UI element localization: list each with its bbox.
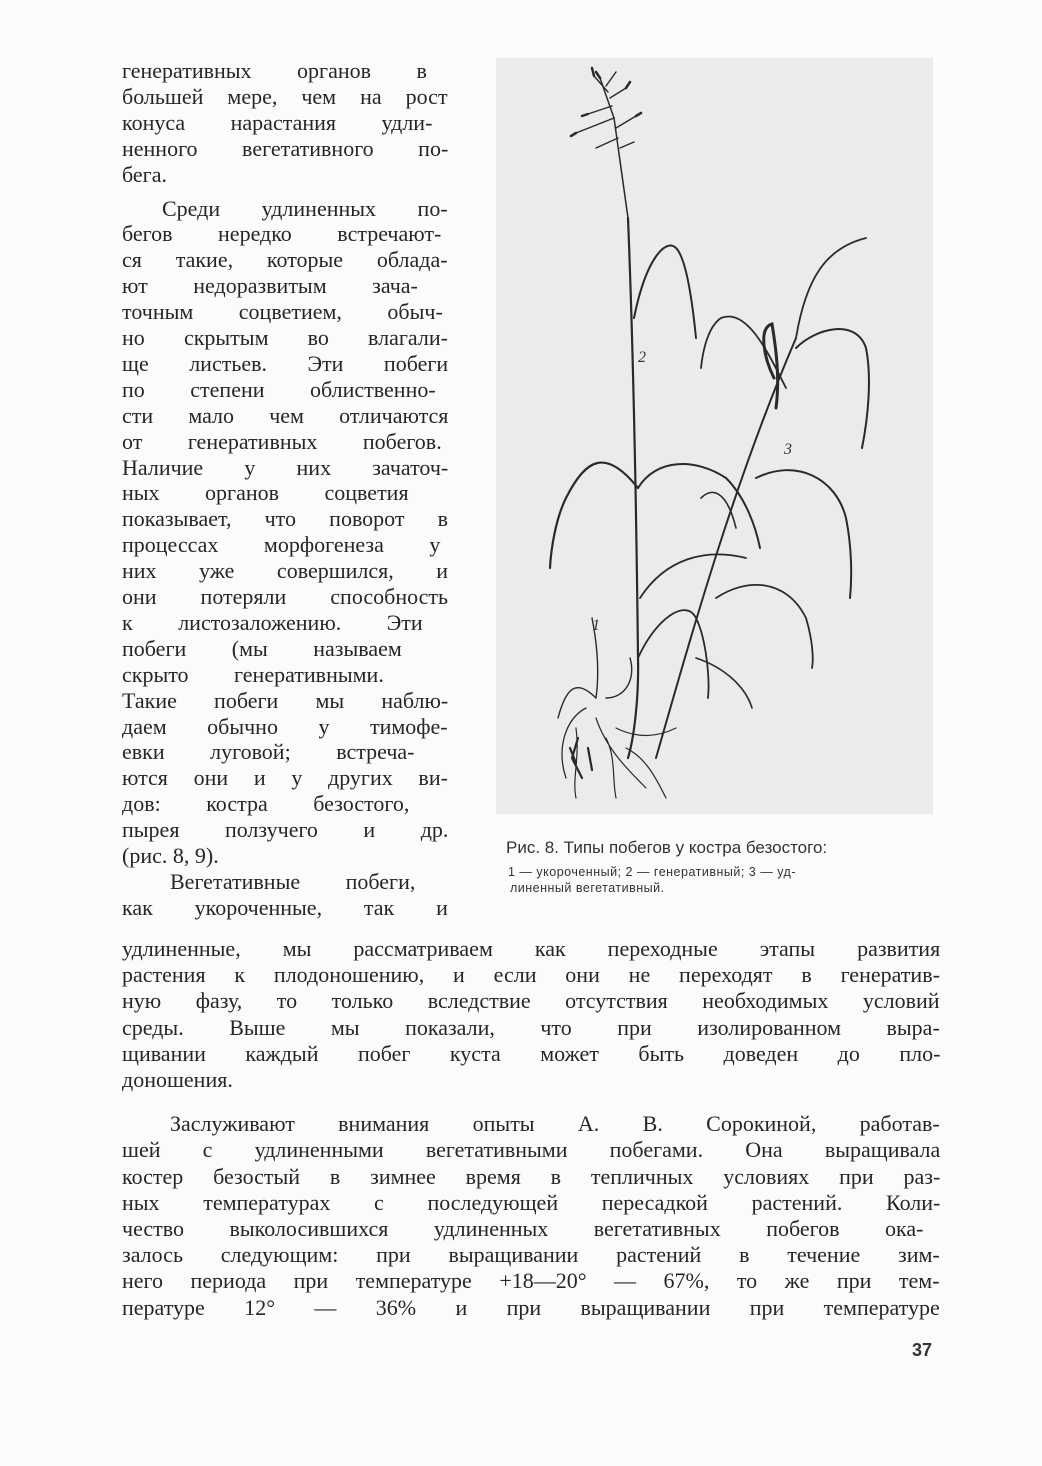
figure-caption-line-2: линенный вегетативный.: [510, 881, 665, 895]
text-line: скрыто генеративными.: [122, 661, 384, 687]
text-line: сти мало чем отличаются: [122, 402, 449, 428]
text-line: шей с удлиненными вегетативными побегами. Она выращивала: [122, 1137, 941, 1163]
text-line: генеративных органов в: [122, 58, 427, 83]
text-line: как укороченные, так и: [122, 894, 448, 920]
text-line: чество выколосившихся удлиненных вегетативных побегов ока-: [122, 1216, 924, 1241]
text-line: но скрытым во влагали-: [122, 325, 448, 350]
text-line: среды. Выше мы показали, что при изолированном выра-: [122, 1014, 940, 1040]
label-3: 3: [784, 441, 792, 458]
text-line: бега.: [122, 161, 167, 187]
text-line: показывает, что поворот в: [122, 506, 449, 532]
text-line: Заслуживают внимания опыты А. В. Сорокиной, работав-: [170, 1111, 940, 1137]
text-line: ных температурах с последующей пересадкой растений. Коли-: [122, 1189, 941, 1215]
text-line: удлиненные, мы рассматриваем как переходные этапы развития: [122, 936, 941, 961]
text-line: Такие побеги мы наблю-: [122, 687, 449, 713]
text-line: Вегетативные побеги,: [170, 868, 416, 894]
panicle: [600, 78, 628, 218]
text-line: пырея ползучего и др.: [122, 817, 449, 843]
text-line: растения к плодоношению, и если они не переходят в генератив-: [122, 962, 940, 988]
text-line: к листозаложению. Эти: [122, 609, 423, 635]
text-line: бегов нередко встречают-: [122, 221, 442, 247]
text-line: евки луговой; встреча-: [122, 739, 415, 765]
text-line: даем обычно у тимофе-: [122, 713, 448, 739]
text-line: ют недоразвитым зача-: [122, 273, 418, 299]
vegetative-stem: [656, 338, 796, 758]
text-line: ще листьев. Эти побеги: [122, 350, 449, 376]
text-line: ную фазу, то только вследствие отсутствия необходимых условий: [122, 988, 940, 1014]
text-line: побеги (мы называем: [122, 635, 402, 661]
text-line: ся такие, которые облада-: [122, 247, 448, 273]
text-line: конуса нарастания удли-: [122, 109, 433, 135]
figure-caption-line-1: 1 — укороченный; 2 — генеративный; 3 — уд-: [508, 865, 796, 879]
text-line: (рис. 8, 9).: [122, 843, 219, 868]
text-line: ются они и у других ви-: [122, 765, 448, 791]
text-line: пературе 12° — 36% и при выращивании при температуре: [122, 1294, 940, 1320]
figure-caption-title: Рис. 8. Типы побегов у костра безостого:: [506, 838, 828, 857]
text-line: щивании каждый побег куста может быть доведен до пло-: [122, 1040, 941, 1066]
text-line: от генеративных побегов.: [122, 428, 442, 454]
text-line: залось следующим: при выращивании растений в течение зим-: [122, 1242, 940, 1268]
text-line: Наличие у них зачаточ-: [122, 454, 449, 480]
plant-drawing: [496, 58, 933, 814]
text-line: большей мере, чем на рост: [122, 83, 448, 109]
text-line: они потеряли способность: [122, 584, 449, 609]
text-line: Среди удлиненных по-: [162, 195, 448, 221]
page-number: 37: [912, 1340, 933, 1360]
text-line: дов: костра безостого,: [122, 791, 410, 817]
text-line: костер безостый в зимнее время в тепличных условиях при раз-: [122, 1163, 941, 1189]
text-line: доношения.: [122, 1067, 233, 1092]
text-line: ненного вегетативного по-: [122, 135, 449, 161]
label-2: 2: [638, 349, 646, 366]
label-1: 1: [592, 617, 600, 634]
text-line: по степени облиственно-: [122, 376, 436, 402]
plant-figure: [496, 58, 933, 814]
text-line: него периода при температуре +18—20° — 67%, то же при тем-: [122, 1268, 940, 1294]
text-line: ных органов соцветия: [122, 480, 409, 506]
text-line: них уже совершился, и: [122, 558, 449, 584]
text-line: процессах морфогенеза у: [122, 532, 441, 558]
text-line: точным соцветием, обыч-: [122, 299, 443, 325]
